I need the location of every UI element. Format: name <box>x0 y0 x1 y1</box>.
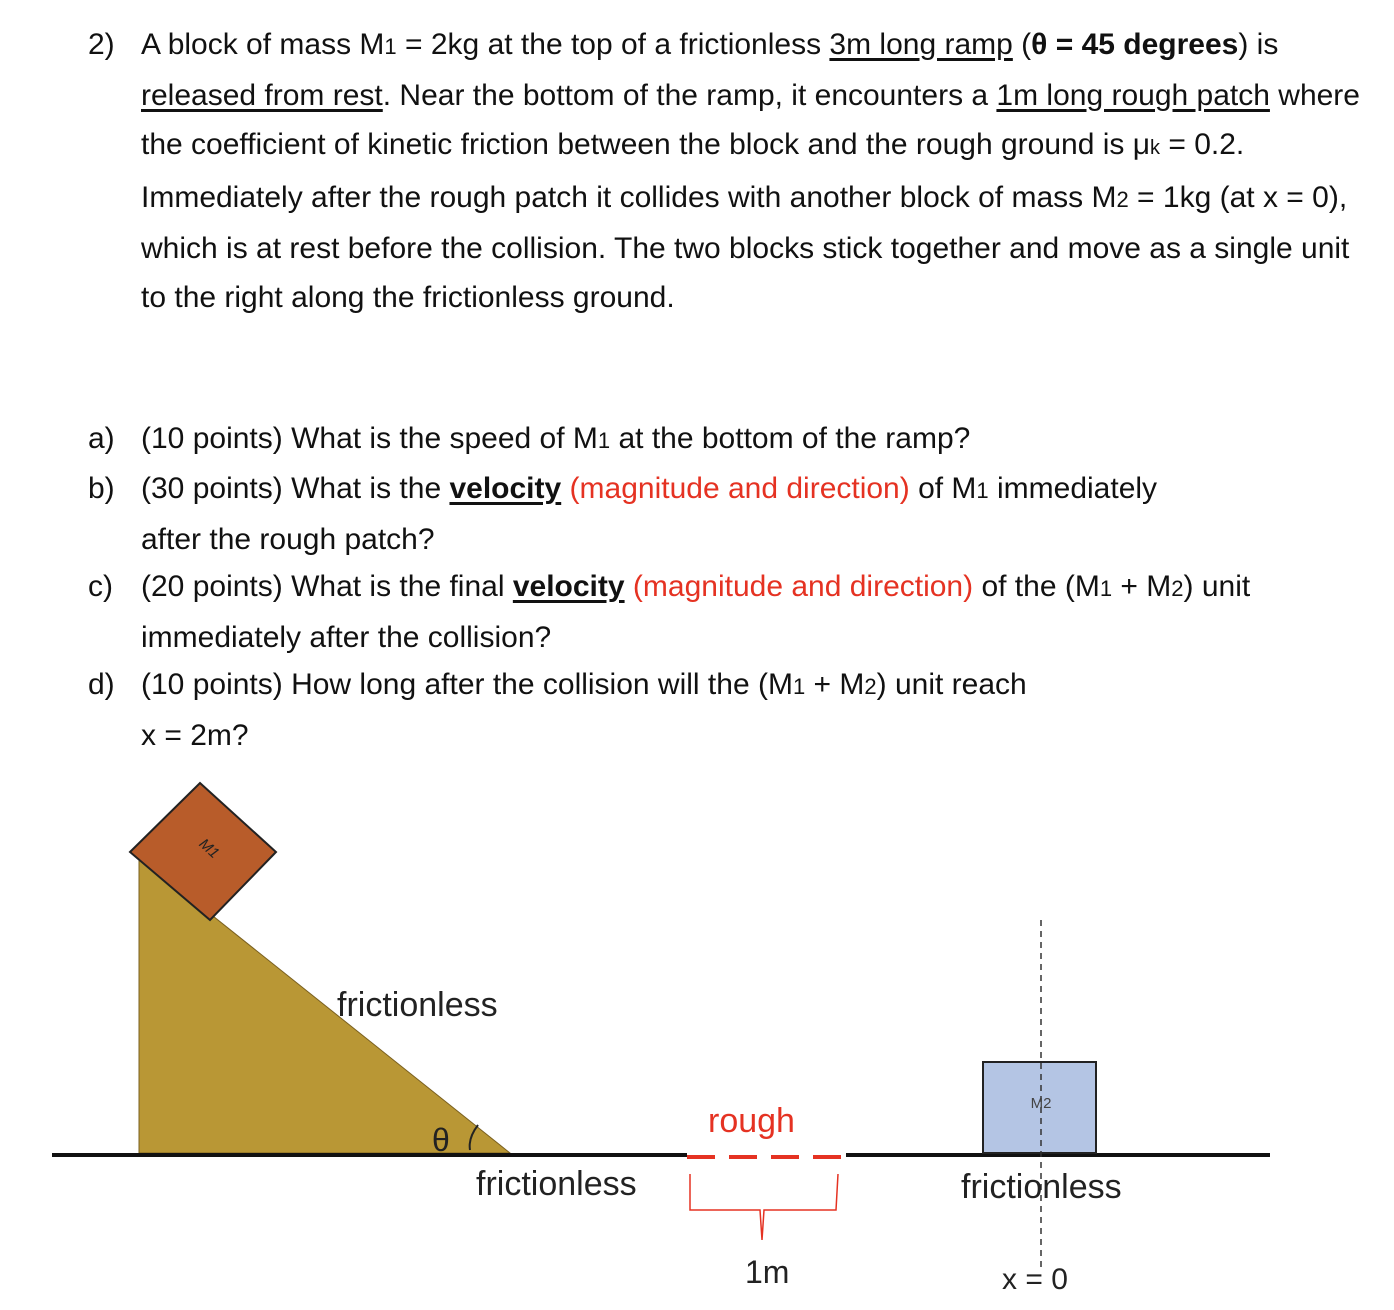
origin-label: x = 0 <box>1002 1263 1068 1296</box>
rough-patch-length: 1m long rough patch <box>996 79 1270 112</box>
rough-patch-bracket <box>690 1174 838 1240</box>
problem-number: 2) <box>88 28 115 61</box>
block-m1-label: M1 <box>195 835 223 862</box>
ground-right-label: frictionless <box>961 1168 1122 1206</box>
release-condition: released from rest <box>141 79 383 112</box>
rough-length-label: 1m <box>745 1254 790 1290</box>
block-m2-label: M2 <box>1030 1095 1052 1112</box>
ramp-length: 3m long ramp <box>829 28 1013 61</box>
angle-label: θ <box>432 1122 450 1158</box>
question-a: a) (10 points) What is the speed of M1 at the bottom of the ramp? <box>88 422 971 455</box>
rough-label: rough <box>708 1102 795 1140</box>
ramp-angle: θ = 45 degrees <box>1031 28 1239 61</box>
question-d: d) (10 points) How long after the collision will the (M1 + M2) unit reach x = 2m? <box>88 668 1027 752</box>
ground-left-label: frictionless <box>476 1165 637 1203</box>
question-b: b) (30 points) What is the velocity (magnitude and direction) of M1 immediately after the rough patch? <box>88 472 1158 556</box>
ramp-surface-label: frictionless <box>337 986 498 1024</box>
problem-text: A block of mass M1 = 2kg at the top of a frictionless 3m long ramp (θ = 45 degrees) is released from rest. Near the bottom of the ramp, it encounters a 1m long rough patch where the coefficient of kinetic friction between the block and the rough ground is μk = 0.2. Immediately after the rough patch it collides with another block of mass M2 = 1kg (at x = 0), which is at rest before the collision. The two blocks stick together and move as a single unit to the right along the frictionless ground. <box>141 28 1360 314</box>
question-c: c) (20 points) What is the final velocity (magnitude and direction) of the (M1 + M2) unit immediately after the collision? <box>88 570 1251 654</box>
